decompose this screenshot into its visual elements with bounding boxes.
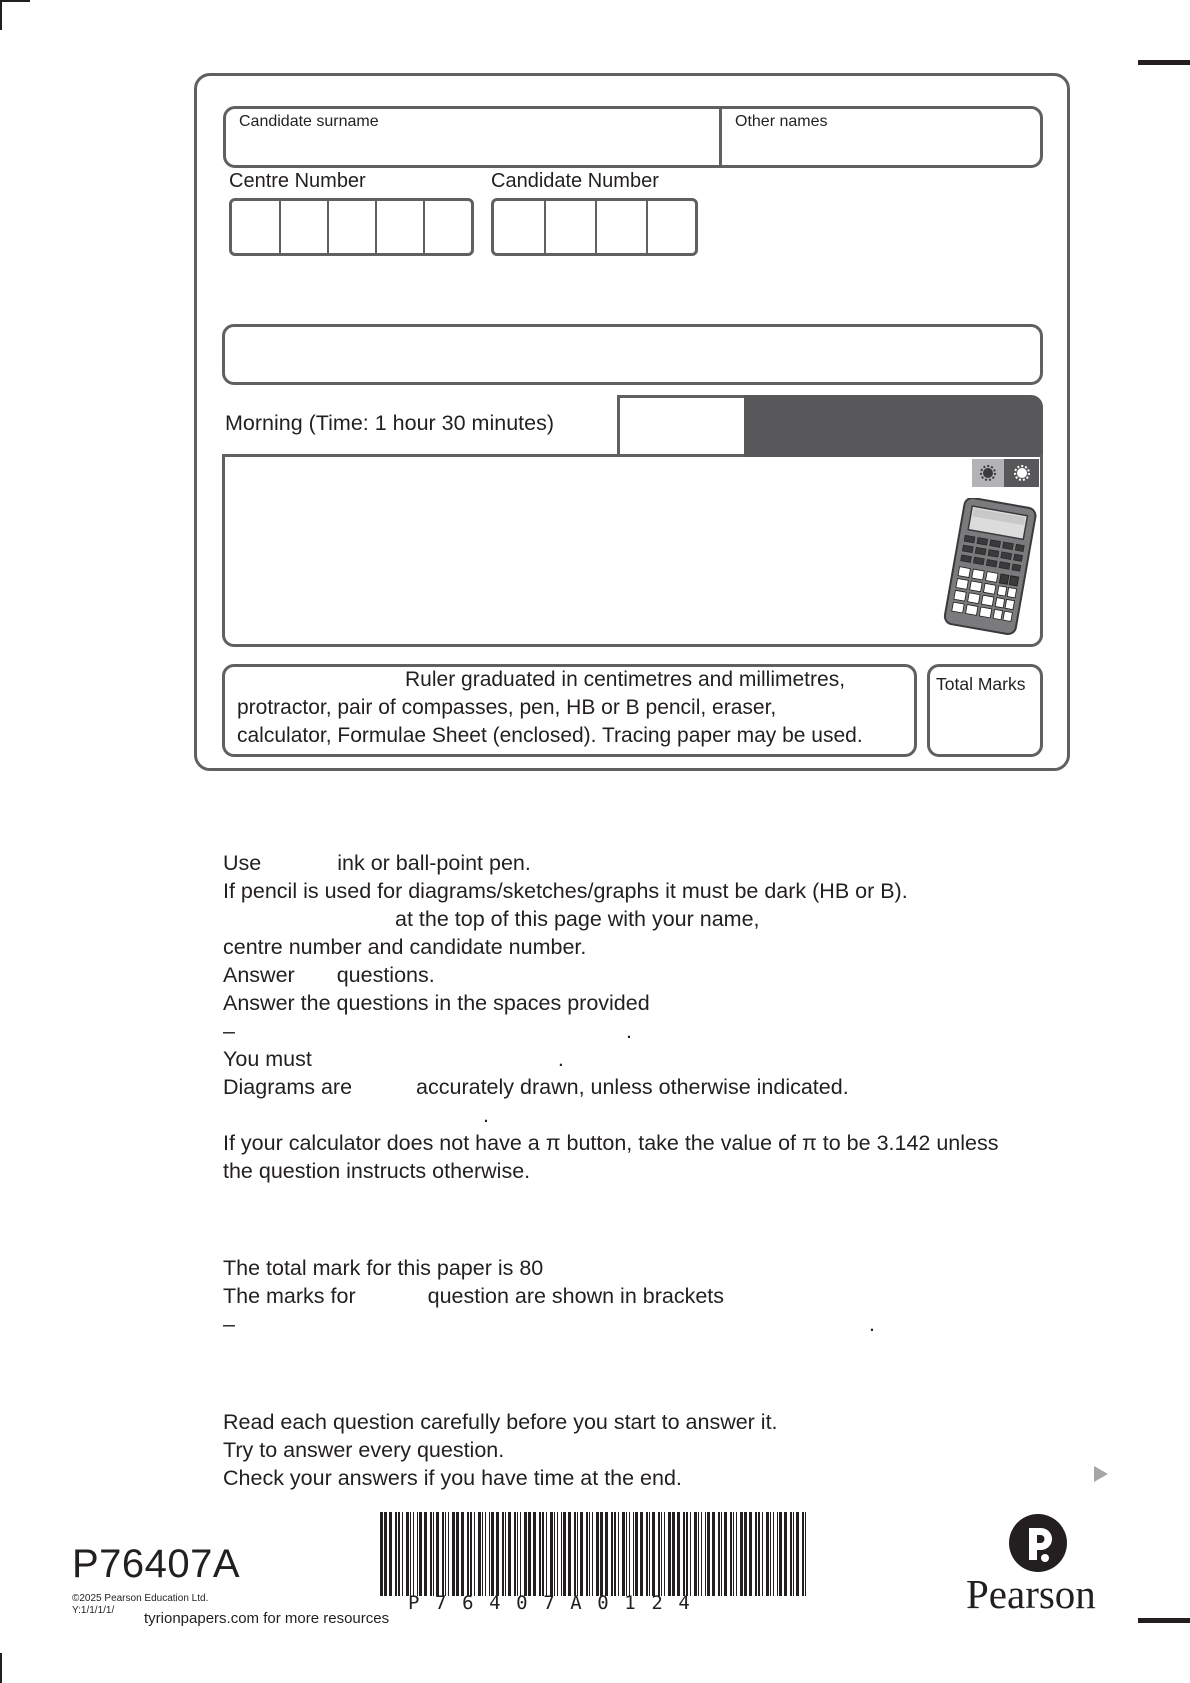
barcode-bar: [677, 1512, 680, 1596]
instructions-line: [223, 849, 531, 877]
barcode-bar: [622, 1512, 625, 1596]
pearson-logo-icon: [1008, 1512, 1068, 1574]
instructions-line: [223, 877, 908, 905]
materials-text: [237, 666, 863, 750]
barcode-bar: [770, 1512, 771, 1596]
barcode-bar: [705, 1512, 706, 1596]
barcode-bar: [672, 1512, 675, 1596]
centre-digit-cell[interactable]: [281, 201, 329, 253]
barcode-bar: [749, 1512, 752, 1596]
instructions-line: [223, 1045, 564, 1073]
barcode-bar: [683, 1512, 685, 1596]
barcode-bar: [496, 1512, 499, 1596]
barcode-bar: [736, 1512, 737, 1596]
barcode-bar: [694, 1512, 697, 1596]
barcode-bar: [380, 1512, 383, 1596]
line-text: You must: [223, 1047, 312, 1071]
total-marks-label: Total Marks: [936, 674, 1026, 694]
barcode-bar: [452, 1512, 455, 1596]
candidate-digit-cell[interactable]: [597, 201, 648, 253]
barcode-bar: [626, 1512, 627, 1596]
surname-label: Candidate surname: [239, 113, 379, 130]
copyright-text: ©2025 Pearson Education Ltd.: [72, 1593, 209, 1604]
barcode-bar: [779, 1512, 782, 1596]
barcode-bar: [793, 1512, 794, 1596]
barcode-bar: [718, 1512, 720, 1596]
information-line: [223, 1254, 543, 1282]
barcode-bar: [485, 1512, 486, 1596]
barcode-bar: [448, 1512, 449, 1596]
barcode-bar: [744, 1512, 747, 1596]
advice-line: Try to answer every question.: [223, 1438, 505, 1462]
barcode-bar: [796, 1512, 799, 1596]
barcode-bar: [633, 1512, 634, 1596]
barcode-bar: [574, 1512, 576, 1596]
paper-reference-box: [617, 395, 744, 457]
pearson-wordmark: Pearson: [966, 1571, 1096, 1617]
barcode-bar: [661, 1512, 662, 1596]
barcode-bar: [668, 1512, 671, 1596]
gear-icon: [980, 465, 996, 481]
barcode-bar: [589, 1512, 590, 1596]
barcode-bar: [580, 1512, 583, 1596]
line-text: .: [868, 1312, 875, 1336]
line-text: .: [557, 1047, 564, 1071]
barcode-bar: [436, 1512, 439, 1596]
session-time-label: Morning (Time: 1 hour 30 minutes): [225, 411, 554, 435]
candidate-digit-cell[interactable]: [494, 201, 546, 253]
barcode-bar: [618, 1512, 619, 1596]
barcode-bar: [777, 1512, 778, 1596]
line-text: questions.: [336, 963, 435, 987]
instructions-line: [223, 933, 586, 961]
barcode-bar: [557, 1512, 558, 1596]
barcode-bar: [586, 1512, 588, 1596]
other-names-field[interactable]: [726, 132, 1036, 162]
barcode-bar: [721, 1512, 722, 1596]
barcode-bar: [514, 1512, 516, 1596]
advice-line: Read each question carefully before you start to answer it.: [223, 1410, 778, 1434]
line-text: The total mark for this paper is 80: [223, 1256, 544, 1280]
line-text: centre number and candidate number.: [223, 935, 587, 959]
barcode-bar: [605, 1512, 608, 1596]
barcode-bar: [554, 1512, 555, 1596]
barcode-bar: [398, 1512, 400, 1596]
barcode-bar: [528, 1512, 531, 1596]
barcode-bar: [542, 1512, 544, 1596]
barcode-bar: [417, 1512, 418, 1596]
barcode-bar: [568, 1512, 571, 1596]
barcode-bar: [433, 1512, 434, 1596]
triangle-right-icon: [1093, 1465, 1109, 1483]
barcode-bar: [546, 1512, 547, 1596]
barcode-bar: [611, 1512, 613, 1596]
barcode-bar: [402, 1512, 403, 1596]
qualification-title-box: [222, 324, 1043, 385]
barcode-bar: [489, 1512, 490, 1596]
candidate-number-label: Candidate Number: [491, 170, 659, 192]
barcode-bar: [563, 1512, 566, 1596]
barcode-bar: [698, 1512, 699, 1596]
crop-mark: [0, 0, 30, 2]
name-divider: [719, 107, 722, 167]
line-text: .: [625, 1019, 632, 1043]
line-text: –: [223, 1019, 235, 1043]
barcode-bar: [474, 1512, 475, 1596]
barcode-bar: [740, 1512, 743, 1596]
barcode-bar: [491, 1512, 494, 1596]
barcode-bar: [784, 1512, 787, 1596]
barcode-bar: [419, 1512, 422, 1596]
centre-digit-cell[interactable]: [232, 201, 281, 253]
barcode-bar: [600, 1512, 603, 1596]
barcode-bar: [755, 1512, 757, 1596]
centre-digit-cell[interactable]: [329, 201, 377, 253]
calculator-icon: [940, 498, 1040, 636]
centre-number-field[interactable]: [229, 198, 474, 256]
barcode-bar: [701, 1512, 702, 1596]
barcode-bar: [762, 1512, 763, 1596]
barcode-bar: [395, 1512, 397, 1596]
materials-line: Ruler graduated in centimetres and millimetres,: [405, 668, 846, 691]
barcode-digits: P76407A0124: [408, 1592, 706, 1614]
barcode-bar: [686, 1512, 688, 1596]
line-text: Diagrams are: [223, 1075, 353, 1099]
instructions-line: [223, 1129, 999, 1157]
line-text: accurately drawn, unless otherwise indicated.: [416, 1075, 849, 1099]
resources-text: tyrionpapers.com for more resources: [144, 1610, 390, 1627]
paper-title-box: [222, 454, 1043, 647]
barcode-bar: [652, 1512, 655, 1596]
other-names-label: Other names: [735, 113, 828, 130]
instructions-line: [223, 905, 760, 933]
barcode-bar: [805, 1512, 806, 1596]
candidate-number-field[interactable]: [491, 198, 698, 256]
barcode-bar: [766, 1512, 769, 1596]
barcode-bar: [707, 1512, 710, 1596]
advice-line: Check your answers if you have time at the end.: [223, 1466, 682, 1490]
instructions-line: [223, 1073, 849, 1101]
line-text: Answer: [223, 963, 295, 987]
barcode-bar: [758, 1512, 760, 1596]
barcode-bar: [502, 1512, 504, 1596]
crop-mark: [0, 1653, 2, 1683]
information-line: [223, 1310, 875, 1338]
barcode-bar: [384, 1512, 387, 1596]
barcode-bar: [533, 1512, 536, 1596]
barcode-bar: [508, 1512, 511, 1596]
barcode-bar: [773, 1512, 774, 1596]
line-text: If pencil is used for diagrams/sketches/graphs it must be dark (HB or B).: [223, 879, 908, 903]
barcode-bar: [470, 1512, 472, 1596]
barcode-bar: [406, 1512, 409, 1596]
barcode-bar: [410, 1512, 411, 1596]
barcode-bar: [658, 1512, 660, 1596]
barcode-bar: [561, 1512, 562, 1596]
barcode-bar: [430, 1512, 432, 1596]
barcode-bar: [790, 1512, 792, 1596]
line-text: If your calculator does not have a π button, take the value of π to be 3.142 unless: [223, 1131, 999, 1155]
barcode-bar: [690, 1512, 691, 1596]
barcode-bar: [467, 1512, 469, 1596]
line-text: Use: [223, 851, 262, 875]
barcode-bar: [802, 1512, 804, 1596]
materials-line: protractor, pair of compasses, pen, HB or B pencil, eraser,: [237, 696, 777, 719]
barcode-bar: [482, 1512, 483, 1596]
barcode: [380, 1512, 810, 1596]
barcode-bar: [712, 1512, 715, 1596]
barcode-bar: [445, 1512, 446, 1596]
centre-digit-cell[interactable]: [377, 201, 425, 253]
barcode-bar: [389, 1512, 392, 1596]
barcode-bar: [442, 1512, 444, 1596]
barcode-bar: [413, 1512, 414, 1596]
barcode-bar: [649, 1512, 650, 1596]
barcode-bar: [461, 1512, 464, 1596]
paper-code: P76407A: [72, 1542, 241, 1586]
materials-line: calculator, Formulae Sheet (enclosed). Tracing paper may be used.: [237, 724, 863, 747]
instructions-line: [223, 1101, 489, 1129]
line-text: Answer the questions in the spaces provided: [223, 991, 650, 1015]
barcode-bar: [517, 1512, 518, 1596]
barcode-bar: [646, 1512, 648, 1596]
barcode-bar: [505, 1512, 506, 1596]
line-text: at the top of this page with your name,: [395, 907, 760, 931]
line-text: –: [223, 1312, 235, 1336]
instructions-line: [223, 961, 435, 989]
barcode-bar: [577, 1512, 578, 1596]
barcode-bar: [724, 1512, 727, 1596]
barcode-bar: [640, 1512, 643, 1596]
barcode-bar: [550, 1512, 553, 1596]
barcode-bar: [664, 1512, 665, 1596]
centre-number-label: Centre Number: [229, 170, 366, 192]
version-text: Y:1/1/1/1/: [72, 1605, 115, 1616]
barcode-bar: [596, 1512, 599, 1596]
line-text: the question instructs otherwise.: [223, 1159, 531, 1183]
barcode-bar: [520, 1512, 521, 1596]
barcode-bar: [424, 1512, 427, 1596]
barcode-bar: [456, 1512, 459, 1596]
surname-field[interactable]: [228, 132, 713, 162]
candidate-digit-cell[interactable]: [546, 201, 597, 253]
instructions-line: [223, 989, 650, 1017]
barcode-bar: [539, 1512, 541, 1596]
barcode-bar: [614, 1512, 616, 1596]
barcode-bar: [629, 1512, 630, 1596]
line-text: ink or ball-point pen.: [337, 851, 531, 875]
centre-digit-cell[interactable]: [425, 201, 471, 253]
line-text: The marks for: [223, 1284, 356, 1308]
instructions-line: [223, 1157, 530, 1185]
barcode-bar: [524, 1512, 527, 1596]
crop-mark: [1138, 1618, 1190, 1623]
barcode-bar: [730, 1512, 732, 1596]
information-line: [223, 1282, 724, 1310]
barcode-bar: [635, 1512, 638, 1596]
line-text: .: [483, 1103, 489, 1127]
line-text: question are shown in brackets: [427, 1284, 725, 1308]
barcode-bar: [592, 1512, 593, 1596]
paper-reference-band: [744, 395, 1043, 457]
barcode-bar: [733, 1512, 734, 1596]
crop-mark: [0, 0, 2, 30]
crop-mark: [1138, 60, 1190, 65]
barcode-bar: [478, 1512, 481, 1596]
candidate-digit-cell[interactable]: [648, 201, 695, 253]
gear-icon: [1014, 465, 1030, 481]
instructions-line: [223, 1017, 632, 1045]
